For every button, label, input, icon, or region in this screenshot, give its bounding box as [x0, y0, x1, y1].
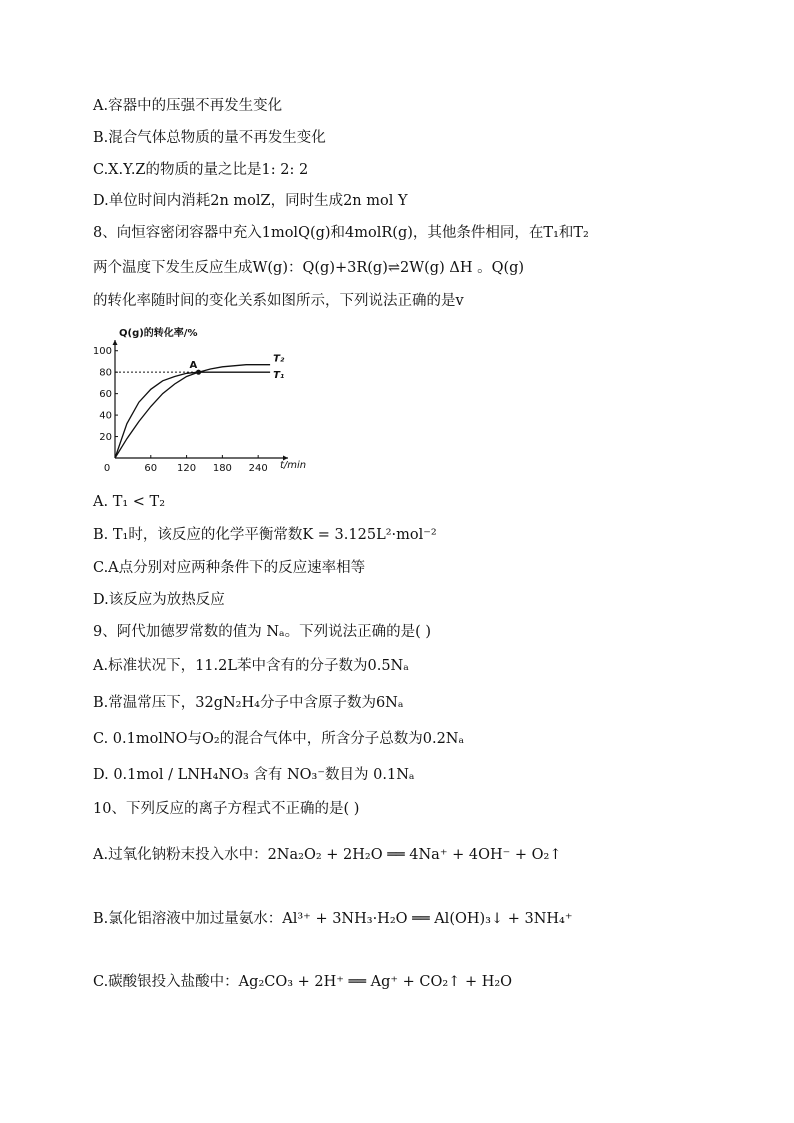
q10-option-a: A.过氧化钠粉末投入水中：2Na₂O₂ + 2H₂O ══ 4Na⁺ + 4OH⁻ + O₂↑: [93, 847, 562, 863]
option-a-pressure: A.容器中的压强不再发生变化: [93, 98, 283, 114]
conversion-chart: [88, 326, 307, 476]
q8-option-a: A. T₁ < T₂: [93, 494, 166, 510]
series-t2-label: T₂: [273, 353, 285, 365]
question-8-stem-2: 两个温度下发生反应生成W(g)：Q(g)+3R(g)⇌2W(g) ΔH 。Q(g): [93, 260, 525, 276]
y-axis-arrow: [113, 340, 118, 345]
question-8-stem-1: 8、向恒容密闭容器中充入1molQ(g)和4molR(g)，其他条件相同，在T₁和T₂: [93, 225, 589, 241]
x-axis-label: t/min: [280, 460, 307, 471]
q9-option-b: B.常温常压下，32gN₂H₄分子中含原子数为6Nₐ: [93, 695, 404, 711]
series-t2-line: [115, 365, 270, 458]
q10-option-b: B.氯化铝溶液中加过量氨水：Al³⁺ + 3NH₃·H₂O ══ Al(OH)₃↓ + 3NH₄⁺: [93, 911, 573, 927]
x-tick-label: 240: [248, 463, 268, 474]
option-c-ratio: C.X.Y.Z的物质的量之比是1: 2: 2: [93, 162, 309, 178]
y-tick-label: 60: [99, 389, 112, 401]
q8-option-c: C.A点分别对应两种条件下的反应速率相等: [93, 560, 366, 576]
origin-label: 0: [103, 463, 111, 474]
x-tick-label: 180: [212, 463, 232, 474]
y-tick-label: 80: [99, 367, 112, 379]
q9-option-a: A.标准状况下，11.2L苯中含有的分子数为0.5Nₐ: [93, 658, 409, 674]
x-tick-label: 120: [177, 463, 197, 474]
q9-option-d: D. 0.1mol / LNH₄NO₃ 含有 NO₃⁻数目为 0.1Nₐ: [93, 767, 415, 783]
question-8-stem-3: 的转化率随时间的变化关系如图所示，下列说法正确的是v: [93, 293, 464, 309]
x-tick-label: 60: [144, 463, 158, 474]
q8-option-b: B. T₁时，该反应的化学平衡常数K = 3.125L²·mol⁻²: [93, 527, 437, 543]
y-tick-label: 100: [92, 346, 112, 358]
y-tick-label: 40: [99, 410, 112, 422]
series-t1-label: T₁: [273, 370, 285, 382]
point-a-label: A: [189, 360, 198, 372]
y-tick-label: 20: [99, 432, 112, 444]
q9-option-c: C. 0.1molNO与O₂的混合气体中，所含分子总数为0.2Nₐ: [93, 731, 465, 747]
y-axis-label: Q(g)的转化率/%: [119, 328, 198, 339]
option-b-total-moles: B.混合气体总物质的量不再发生变化: [93, 130, 326, 146]
question-10-stem: 10、下列反应的离子方程式不正确的是( ): [93, 801, 360, 817]
q8-option-d: D.该反应为放热反应: [93, 592, 225, 608]
option-d-consume-produce: D.单位时间内消耗2n molZ，同时生成2n mol Y: [93, 193, 408, 209]
question-9-stem: 9、阿代加德罗常数的值为 Nₐ。下列说法正确的是( ): [93, 624, 432, 640]
q10-option-c: C.碳酸银投入盐酸中：Ag₂CO₃ + 2H⁺ ══ Ag⁺ + CO₂↑ + H₂O: [93, 974, 513, 990]
series-t1-line: [115, 372, 270, 458]
